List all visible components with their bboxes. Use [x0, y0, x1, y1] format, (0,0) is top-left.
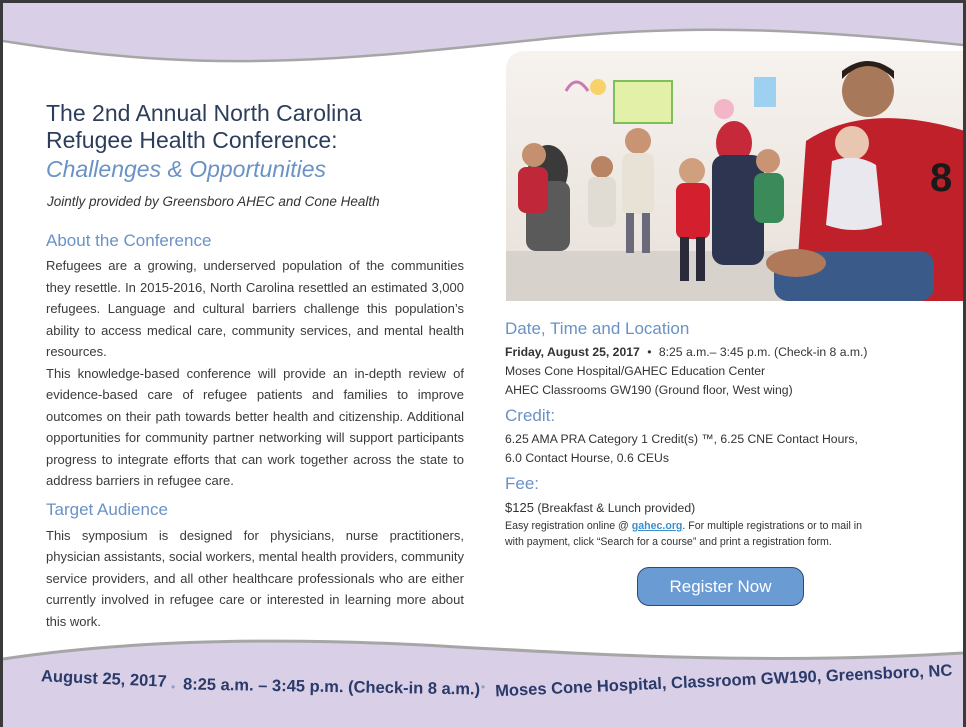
- registration-suffix: . For multiple registrations or to mail in: [682, 520, 862, 532]
- title-line-1: The 2nd Annual North Carolina: [46, 100, 362, 126]
- subtitle: Challenges & Opportunities: [46, 156, 326, 182]
- footer-place: Moses Cone Hospital, Classroom GW190, Greensboro, NC: [494, 661, 953, 701]
- registration-prefix: Easy registration online @: [505, 520, 629, 532]
- event-date: Friday, August 25, 2017: [505, 345, 640, 359]
- location-line-1: Moses Cone Hospital/GAHEC Education Center: [505, 364, 766, 378]
- fee-heading: Fee:: [505, 474, 540, 493]
- footer-separator-1: •: [171, 680, 176, 694]
- bullet-separator: •: [647, 345, 652, 359]
- credit-heading: Credit:: [505, 406, 556, 425]
- audience-heading: Target Audience: [46, 499, 168, 519]
- right-column: [505, 313, 915, 550]
- audience-paragraph: This symposium is designed for physicians, nurse practitioners, physician assistants, social workers, mental health providers, community service providers, and all other healthcare professionals who are either currently involved in refugee care or interested in learning more about this work.: [46, 527, 464, 629]
- registration-line-1: [505, 518, 915, 534]
- footer-band: [3, 658, 963, 727]
- registration-line-2: with payment, click “Search for a course” and print a registration form.: [505, 536, 832, 548]
- footer-separator-2: •: [481, 680, 486, 694]
- credit-line-2: 6.0 Contact Hourse, 0.6 CEUs: [505, 451, 669, 465]
- credit-line-1: 6.25 AMA PRA Category 1 Credit(s) ™, 6.25 CNE Contact Hours,: [505, 432, 858, 446]
- footer-date: August 25, 2017: [40, 667, 167, 691]
- register-now-button[interactable]: Register Now: [637, 567, 804, 606]
- details-heading: Date, Time and Location: [505, 319, 690, 338]
- event-time: 8:25 a.m.– 3:45 p.m. (Check-in 8 a.m.): [658, 345, 868, 359]
- refugee-family-photo: [506, 51, 963, 301]
- about-heading: About the Conference: [46, 231, 212, 250]
- flyer: [3, 3, 963, 727]
- title-line-2: Refugee Health Conference:: [46, 127, 338, 153]
- location-line-2: AHEC Classrooms GW190 (Ground floor, West wing): [505, 383, 793, 397]
- about-paragraph-2: This knowledge-based conference will provide an in-depth review of evidence-based care of refugee patients and families to improve outcomes on their path towards better health and citizenship. Additional opportunities for community partner networking will support participants progress to integrate efforts that can work together across the state to address barriers in refugee care.: [46, 365, 464, 488]
- fee-amount: $125: [505, 500, 534, 515]
- photo-illustration: [506, 51, 963, 301]
- about-paragraph-1: Refugees are a growing, underserved population of the communities they resettle. In 2015-2016, North Carolina resettled an estimated 3,000 refugees. Language and cultural barriers challenge this population’s ability to access medical care, community services, and mental health resources.: [46, 258, 464, 359]
- shirt-number: 8: [930, 156, 953, 200]
- gahec-link[interactable]: gahec.org: [631, 520, 683, 532]
- provided-by: Jointly provided by Greensboro AHEC and Cone Health: [47, 194, 380, 209]
- left-column: [46, 100, 464, 632]
- fee-note: (Breakfast & Lunch provided): [537, 501, 696, 515]
- date-time-line: [505, 343, 915, 362]
- fee-line: [505, 498, 915, 518]
- footer-time: 8:25 a.m. – 3:45 p.m. (Check-in 8 a.m.): [182, 675, 481, 699]
